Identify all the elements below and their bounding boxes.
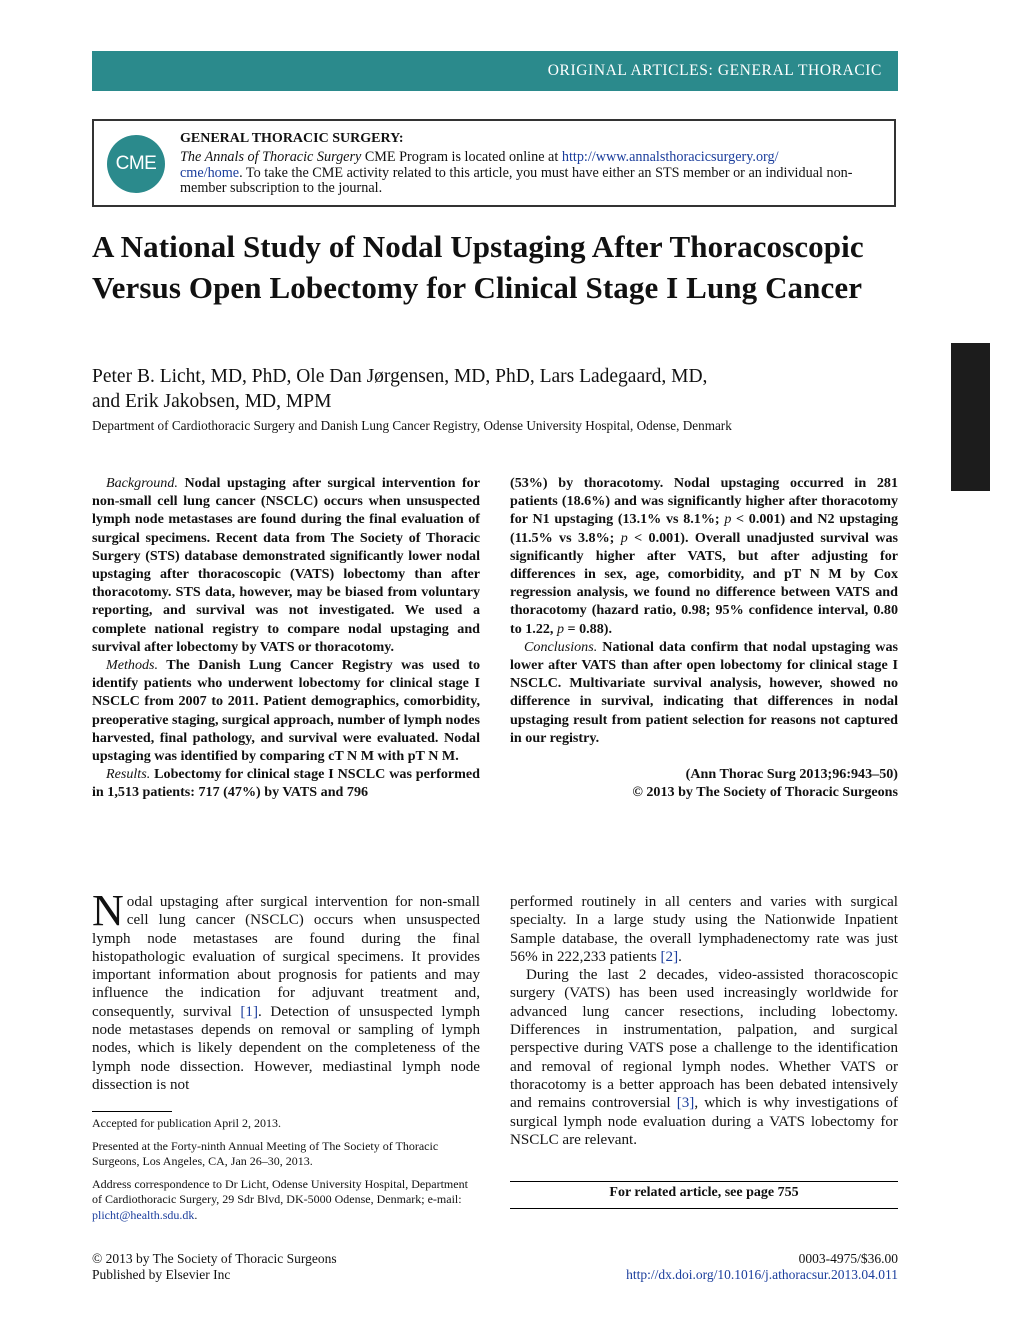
doi-link[interactable]: http://dx.doi.org/10.1016/j.athoracsur.2013.04.011 [626,1266,898,1282]
body-paragraph: During the last 2 decades, video-assisted thoracoscopic surgery (VATS) has been used increasingly worldwide for advanced lung cancer resections, including lobectomy. Differences in instrumentation, palpation, and surgical perspective during VATS pose a challenge to the identification and removal of regional lymph nodes. Whether VATS or thoracotomy is a better approach has been debated intensively and remains controversial [3], which is why investigations of surgical lymph node evaluation during a VATS lobectomy for NSCLC are relevant. [510,967,899,1148]
footer-right [626,1251,898,1282]
abstract-background: Background. Nodal upstaging after surgical intervention for non-small cell lung cancer (NSCLC) occurs when unsuspected lymph node metastases are found during the final evaluation of surgical specimens. Recent data from The Society of Thoracic Surgery (STS) database demonstrated significantly lower nodal upstaging after thoracoscopic (VATS) lobectomy than after thoracotomy. STS data, however, may be biased from voluntary reporting, and survival was not investigated. We used a complete national registry to compare nodal upstaging and survival after lobectomy by VATS or thoracotomy. [92,475,480,655]
section-banner [92,51,898,91]
cme-box [92,119,896,207]
footnotes [92,1116,480,1230]
abstract-copyright: © 2013 by The Society of Thoracic Surgeons [632,784,898,801]
abstract-conclusions: Conclusions. National data confirm that nodal upstaging was lower after VATS than after open lobectomy for clinical stage I NSCLC. Multivariate survival analysis, however, showed no difference in survival, indicating that differences in nodal upstaging result from patient selection for reasons not captured in our registry. [510,638,898,746]
footer-issn: 0003-4975/$36.00 [798,1251,898,1266]
related-divider-bottom [510,1208,898,1209]
footnote-presented: Presented at the Forty-ninth Annual Meeting of The Society of Thoracic Surgeons, Los Angeles, CA, Jan 26–30, 2013. [92,1138,439,1168]
related-article-note: For related article, see page 755 [609,1185,799,1200]
body-left-column [92,886,481,1094]
reference-link[interactable]: [3] [676,1095,695,1112]
related-divider-top [510,1181,898,1182]
abstract-methods: Methods. The Danish Lung Cancer Registry was used to identify patients who underwent lobectomy for clinical stage I NSCLC from 2007 to 2011. Patient demographics, comorbidity, preoperative staging, surgical approach, number of lymph nodes harvested, final pathology, and survival were evaluated. Nodal upstaging was identified by comparing cT N M with pT N M. [92,657,480,765]
cme-text: The Annals of Thoracic Surgery CME Program is located online at http://www.annalsthoracicsurgery.org/ cme/home. To take the CME activity related to this article, you must have either an STS member or an individual non-member subscription to the journal. [180,149,853,196]
footnote-accepted: Accepted for publication April 2, 2013. [92,1116,281,1130]
section-banner-label: ORIGINAL ARTICLES: GENERAL THORACIC [547,62,882,79]
body-paragraph: performed routinely in all centers and varies with surgical specialty. In a large study using the Nationwide Inpatient Sample database, the overall lymphadenectomy rate was just 56% in 222,233 patients [2]. [510,894,898,965]
abstract-left-column [92,474,480,802]
affiliation: Department of Cardiothoracic Surgery and Danish Lung Cancer Registry, Odense University Hospital, Odense, Denmark [92,418,732,433]
section-side-tab-label: GENERAL THORACIC [991,344,1006,490]
abstract-results-start: Results. Lobectomy for clinical stage I NSCLC was performed in 1,513 patients: 717 (47%) by VATS and 796 [92,766,480,801]
footnote-address: Address correspondence to Dr Licht, Odense University Hospital, Department of Cardiothoracic Surgery, 29 Sdr Blvd, DK-5000 Odense, Denmark; e-mail: plicht@health.sdu.dk. [92,1176,468,1222]
email-link[interactable]: plicht@health.sdu.dk [92,1207,195,1222]
cme-logo-icon: CME [107,135,165,193]
reference-link[interactable]: [1] [240,1003,258,1020]
footnote-divider [92,1111,172,1112]
reference-link[interactable]: [2] [660,948,679,965]
drop-cap: N [92,886,124,935]
footer-copyright: © 2013 by The Society of Thoracic Surgeons [92,1251,337,1266]
cme-link[interactable]: http://www.annalsthoracicsurgery.org/ cme/home [180,149,779,181]
cme-journal-name: The Annals of Thoracic Surgery [180,149,362,165]
article-title: A National Study of Nodal Upstaging After Thoracoscopic Versus Open Lobectomy for Clinical Stage I Lung Cancer [92,229,864,305]
cme-heading: GENERAL THORACIC SURGERY: [180,131,404,146]
citation: (Ann Thorac Surg 2013;96:943–50) © 2013 by The Society of Thoracic Surgeons [510,765,898,801]
abstract-right-column [510,474,898,801]
body-paragraph: Nodal upstaging after surgical intervention for non-small cell lung cancer (NSCLC) occurs when unsuspected lymph node metastases are found during the final histopathologic evaluation of surgical specimens. It provides important information about prognosis for patients and may influence the indication for adjuvant treatment and, consequently, survival [1]. Detection of unsuspected lymph node metastases depends on removal or sampling of lymph nodes, which is likely dependent on the completeness of the lymph node dissection. However, mediastinal lymph node dissection is not [92,886,481,1093]
footer-left [92,1251,337,1282]
body-right-column [510,893,898,1149]
section-side-tab [951,343,1006,491]
abstract-results-end: (53%) by thoracotomy. Nodal upstaging occurred in 281 patients (18.6%) and was significantly higher after thoracotomy for N1 upstaging (13.1% vs 8.1%; p < 0.001) and N2 upstaging (11.5% vs 3.8%; p < 0.001). Overall unadjusted survival was significantly higher after VATS, but after adjusting for differences in sex, age, comorbidity, and pT N M by Cox regression analysis, we found no difference between VATS and thoracotomy (hazard ratio, 0.98; 95% confidence interval, 0.80 to 1.22, p = 0.88). [510,475,898,637]
footer-publisher: Published by Elsevier Inc [92,1266,231,1282]
author-list: Peter B. Licht, MD, PhD, Ole Dan Jørgensen, MD, PhD, Lars Ladegaard, MD, and Erik Jakobsen, MD, MPM [92,366,708,412]
